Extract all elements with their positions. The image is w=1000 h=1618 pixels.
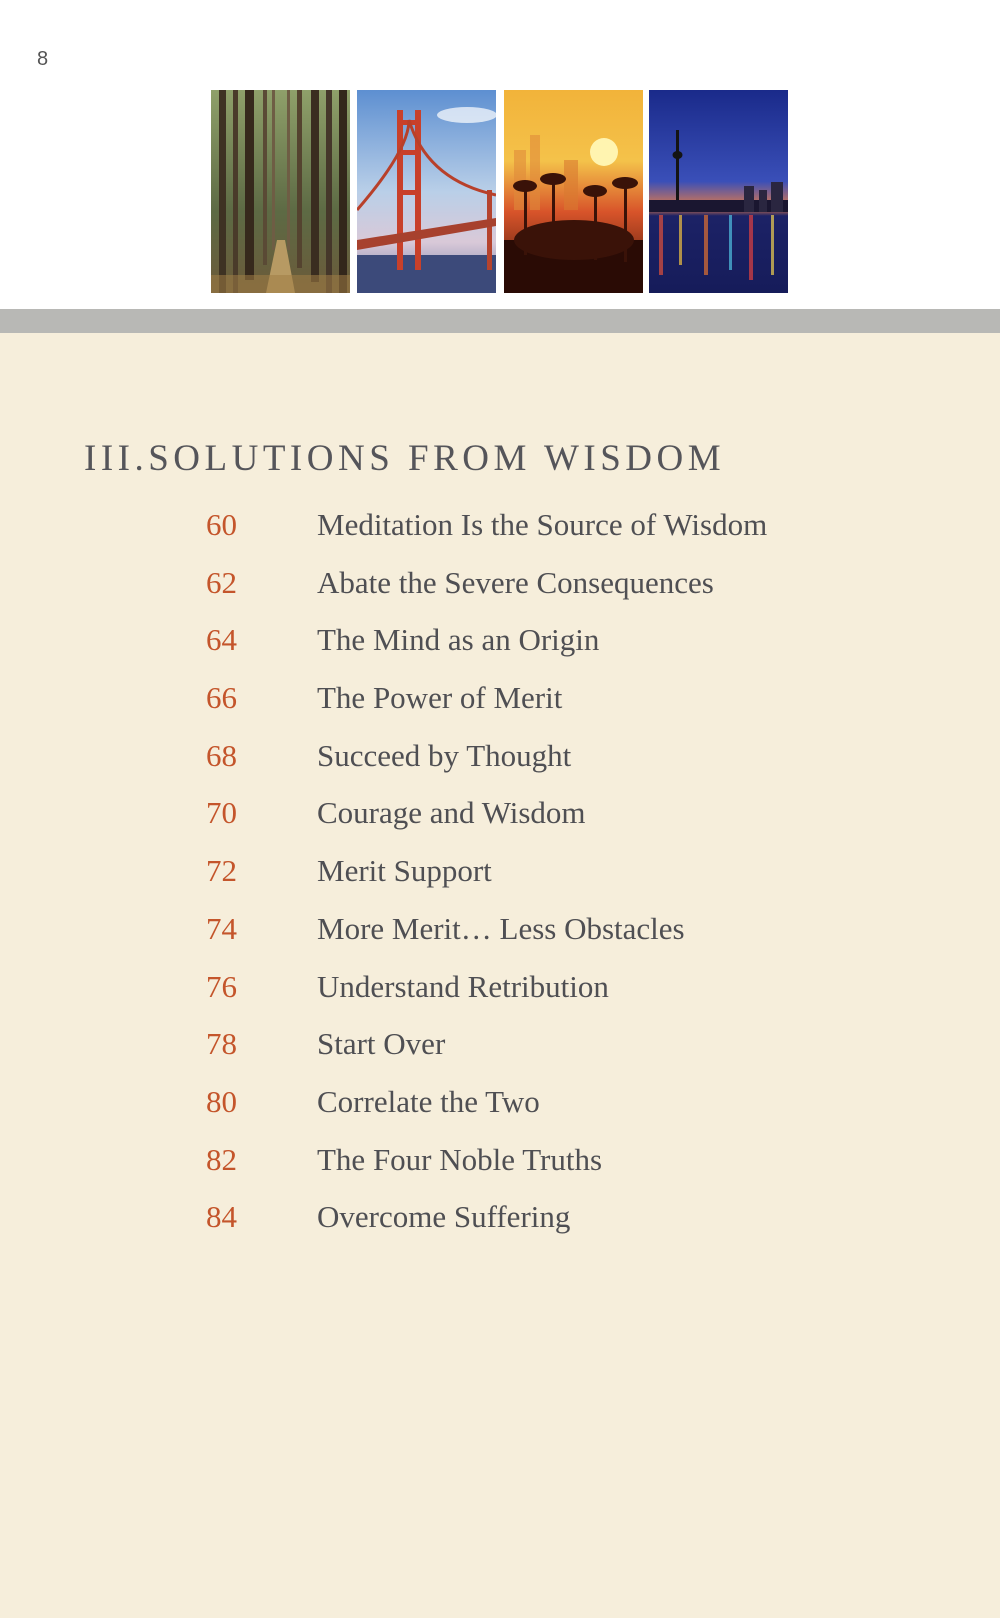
toc-page-number: 84 xyxy=(206,1199,237,1235)
toc-title: The Power of Merit xyxy=(317,680,563,716)
toc-entry[interactable] xyxy=(0,1136,1000,1194)
toc-title: More Merit… Less Obstacles xyxy=(317,910,685,946)
toc-page-number: 68 xyxy=(206,737,237,773)
toc-entry[interactable] xyxy=(0,616,1000,674)
toc-entry[interactable] xyxy=(0,963,1000,1021)
toc-entry[interactable] xyxy=(0,847,1000,905)
sunset-photo-icon xyxy=(504,90,643,293)
toc-title: Meditation Is the Source of Wisdom xyxy=(317,507,768,542)
toc-entry[interactable] xyxy=(0,559,1000,617)
toc-page-number: 64 xyxy=(206,622,237,658)
toc-page-number: 72 xyxy=(206,853,237,889)
toc-title: Correlate the Two xyxy=(317,1083,540,1119)
toc-page-number: 74 xyxy=(206,910,237,946)
toc-entry[interactable] xyxy=(0,1020,1000,1078)
toc-title: Start Over xyxy=(317,1026,446,1062)
photo-strip xyxy=(211,90,788,293)
toc-title: The Mind as an Origin xyxy=(317,622,600,658)
toc-entry[interactable] xyxy=(0,1078,1000,1136)
table-of-contents xyxy=(0,501,1000,1251)
toc-title: The Four Noble Truths xyxy=(317,1141,603,1177)
toc-entry[interactable] xyxy=(0,905,1000,963)
toc-title: Abate the Severe Consequences xyxy=(317,564,714,600)
toc-entry[interactable] xyxy=(0,1193,1000,1251)
toc-title: Succeed by Thought xyxy=(317,737,572,773)
toc-entry[interactable] xyxy=(0,674,1000,732)
toc-title: Merit Support xyxy=(317,853,492,889)
toc-entry[interactable] xyxy=(0,732,1000,790)
toc-page-number: 62 xyxy=(206,564,237,600)
toc-entry[interactable] xyxy=(0,789,1000,847)
bridge-photo-icon xyxy=(357,90,496,293)
toc-title: Overcome Suffering xyxy=(317,1199,571,1235)
toc-page-number: 66 xyxy=(206,680,237,716)
toc-page-number: 70 xyxy=(206,795,237,831)
toc-title: Courage and Wisdom xyxy=(317,795,586,831)
page-number: 8 xyxy=(37,48,49,70)
section-title: III.SOLUTIONS FROM WISDOM xyxy=(84,438,726,479)
toc-page-number: 78 xyxy=(206,1026,237,1062)
forest-photo-icon xyxy=(211,90,350,293)
toc-page-number: 76 xyxy=(206,968,237,1004)
toc-page-number: 80 xyxy=(206,1083,237,1119)
grey-band xyxy=(0,309,1000,333)
toc-entry[interactable] xyxy=(0,501,1000,559)
toc-page-number: 60 xyxy=(206,507,237,542)
toc-page-number: 82 xyxy=(206,1141,237,1177)
toc-title: Understand Retribution xyxy=(317,968,609,1004)
city-photo-icon xyxy=(649,90,788,293)
